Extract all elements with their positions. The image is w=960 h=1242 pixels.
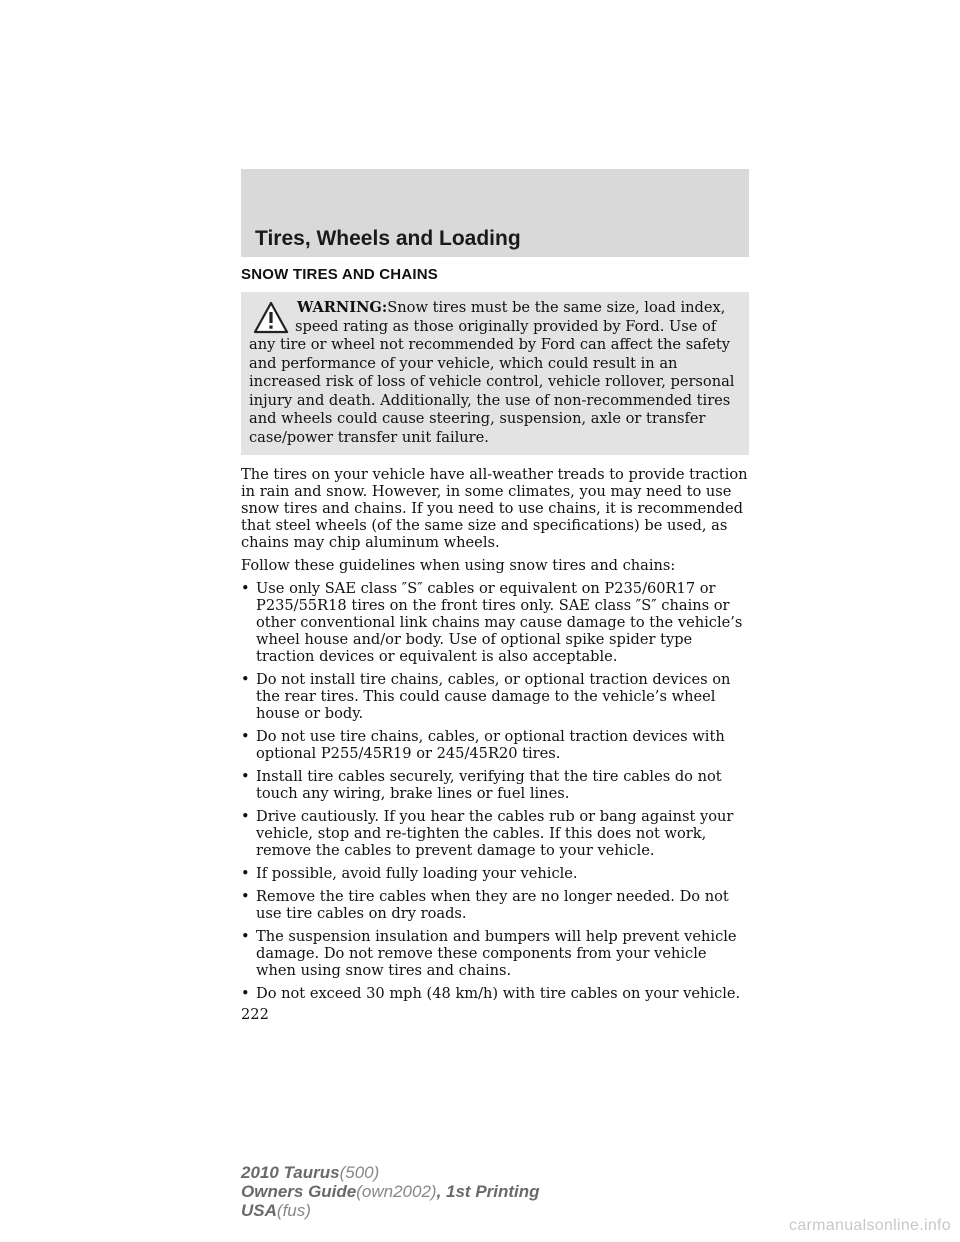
bullet-symbol: • [241,928,250,945]
page-number: 222 [241,1006,269,1023]
list-item-text: Remove the tire cables when they are no longer needed. Do not use tire cables on dry roads. [256,888,729,922]
footer-guide-code: (own2002) [356,1182,437,1201]
section-heading: SNOW TIRES AND CHAINS [241,266,438,283]
list-item [241,580,749,665]
bullet-symbol: • [241,768,250,785]
list-item-text: Use only SAE class ″S″ cables or equivalent on P235/60R17 or P235/55R18 tires on the front tires only. SAE class ″S″ chains or other conventional link chains may cause damage to the vehicle’s wheel house and/or body. Use of optional spike spider type traction devices or equivalent is also acceptable. [256,580,743,665]
list-item [241,768,749,802]
warning-text: Snow tires must be the same size, load index, speed rating as those originally provided by Ford. Use of any tire or wheel not recommended by Ford can affect the safety and performance of your vehicle, which could result in an increased risk of loss of vehicle control, vehicle rollover, personal injury and death. Additionally, the use of non-recommended tires and wheels could cause steering, suspension, axle or transfer case/power transfer unit failure. [249,299,735,446]
list-item-text: Do not use tire chains, cables, or optional traction devices with optional P255/45R19 or 245/45R20 tires. [256,728,725,762]
list-item-text: Install tire cables securely, verifying that the tire cables do not touch any wiring, brake lines or fuel lines. [256,768,722,802]
list-item [241,928,749,979]
print-footer [241,1163,540,1220]
footer-market: USA [241,1201,277,1220]
intro-paragraph: The tires on your vehicle have all-weather treads to provide traction in rain and snow. However, in some climates, you may need to use snow tires and chains. If you need to use chains, it is recommended that steel wheels (of the same size and specifications) be used, as chains may chip aluminum wheels. [241,466,748,551]
watermark: carmanualsonline.info [789,1217,951,1234]
footer-printing: , 1st Printing [436,1182,540,1201]
list-item [241,671,749,722]
bullet-symbol: • [241,985,250,1002]
footer-line-market [241,1201,540,1220]
list-item [241,985,749,1002]
warning-box [241,292,749,455]
footer-line-guide [241,1182,540,1201]
list-item [241,865,749,882]
chapter-title: Tires, Wheels and Loading [255,227,521,250]
bullet-symbol: • [241,580,250,597]
footer-model-code: (500) [339,1163,380,1182]
bullet-symbol: • [241,728,250,745]
section-header-bar [241,169,749,257]
list-item [241,808,749,859]
footer-line-model [241,1163,540,1182]
warning-triangle-icon [253,301,289,335]
footer-guide: Owners Guide [241,1182,357,1201]
bullet-symbol: • [241,808,250,825]
list-item-text: If possible, avoid fully loading your vehicle. [256,865,578,882]
list-item [241,888,749,922]
list-item-text: The suspension insulation and bumpers will help prevent vehicle damage. Do not remove these components from your vehicle when using snow tires and chains. [256,928,737,979]
bullet-symbol: • [241,888,250,905]
page-content [241,266,749,1023]
guidelines-list [241,580,749,1002]
list-item-text: Drive cautiously. If you hear the cables rub or bang against your vehicle, stop and re-tighten the cables. If this does not work, remove the cables to prevent damage to your vehicle. [256,808,734,859]
guidelines-lead: Follow these guidelines when using snow tires and chains: [241,557,676,574]
warning-label: WARNING: [297,299,388,316]
list-item-text: Do not install tire chains, cables, or optional traction devices on the rear tires. This could cause damage to the vehicle’s wheel house or body. [256,671,731,722]
list-item-text: Do not exceed 30 mph (48 km/h) with tire cables on your vehicle. [256,985,741,1002]
footer-model: 2010 Taurus [241,1163,340,1182]
bullet-symbol: • [241,671,250,688]
bullet-symbol: • [241,865,250,882]
footer-market-code: (fus) [276,1201,311,1220]
list-item [241,728,749,762]
